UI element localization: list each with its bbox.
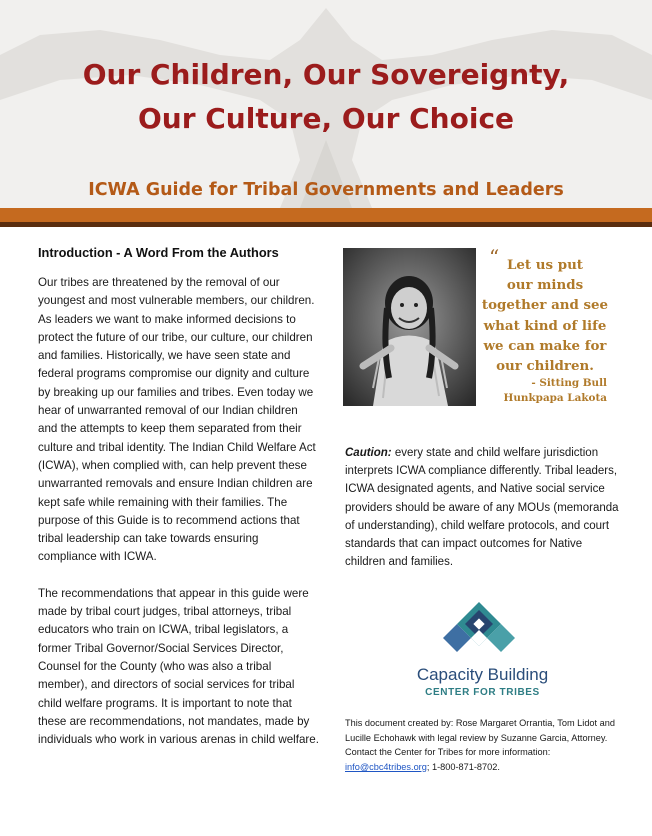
quote-line: together and see — [481, 297, 609, 314]
page-title-line1: Our Children, Our Sovereignty, — [82, 58, 570, 91]
capacity-building-logo-icon — [441, 600, 517, 660]
credit-note — [345, 716, 625, 774]
intro-paragraph-1: Our tribes are threatened by the removal of our youngest and most vulnerable members, our children. As leaders we want to make informed decisions to protect the future of our tribe, our culture, our children and families. Historically, we have seen state and federal programs compromise our dignity and culture by breaking up our families and tribes. Even today we hear of unwarranted removal of our Indian children and the attempts to keep them separated from their culture and tribal identity. The Indian Child Welfare Act (ICWA), when complied with, can help prevent these unwarranted removals and ensure Indian children are kept safe while remaining with their families. The purpose of this Guide is to recommend actions that tribal leadership can take towards ensuring compliance with ICWA. — [38, 276, 316, 564]
caution-text: every state and child welfare jurisdiction interprets ICWA compliance differently. Tribal leaders, ICWA designated agents, and Native social service providers should be aware of any MOUs (memoranda of understanding), child welfare protocols, and court standards that can impact outcomes for Native children and families. — [345, 447, 619, 569]
intro-section — [38, 244, 320, 767]
credit-text: This document created by: Rose Margaret Orrantia, Tom Lidot and Lucille Echohawk with legal review by Suzanne Garcia, Attorney. Contact the Center for Tribes for more information: — [345, 718, 615, 758]
intro-paragraph-2: The recommendations that appear in this guide were made by tribal court judges, tribal attorneys, tribal educators who train on ICWA, tribal legislators, a former Tribal Governor/Social Services Director, Counsel for the County (who was also a tribal member), and directors of social services for tribal child welfare programs. It is important to note that these are recommendations, not mandates, made by individuals who work in various arenas in child welfare. — [38, 586, 319, 747]
page-title-line2: Our Culture, Our Choice — [137, 102, 515, 135]
logo-name: Capacity Building — [416, 665, 549, 684]
quote-text — [478, 255, 612, 376]
quote-line: our minds — [506, 277, 584, 294]
quote-attribution — [470, 376, 607, 406]
quote-author: - Sitting Bull — [531, 377, 607, 389]
caution-lead: Caution: — [345, 447, 392, 459]
intro-heading: Introduction - A Word From the Authors — [38, 245, 279, 260]
quote-line: Let us put — [506, 257, 583, 273]
child-photo — [343, 248, 476, 406]
header-divider-orange — [0, 208, 652, 222]
quote-nation: Hunkpapa Lakota — [503, 392, 607, 404]
contact-email-link[interactable]: info@cbc4tribes.org — [345, 761, 427, 772]
header-banner — [0, 0, 652, 208]
contact-phone: ; 1-800-871-8702. — [426, 761, 500, 772]
quote-line: what kind of life — [483, 317, 607, 334]
page-subtitle: ICWA Guide for Tribal Governments and Leaders — [88, 180, 564, 200]
caution-note — [345, 444, 620, 571]
quote-line: our children. — [496, 358, 594, 375]
quote-mark-icon: “ — [489, 245, 500, 269]
quote-line: we can make for — [483, 337, 607, 354]
header-divider-dark — [0, 222, 652, 227]
child-photo-image — [343, 248, 476, 406]
logo-subtitle: CENTER FOR TRIBES — [425, 687, 540, 698]
